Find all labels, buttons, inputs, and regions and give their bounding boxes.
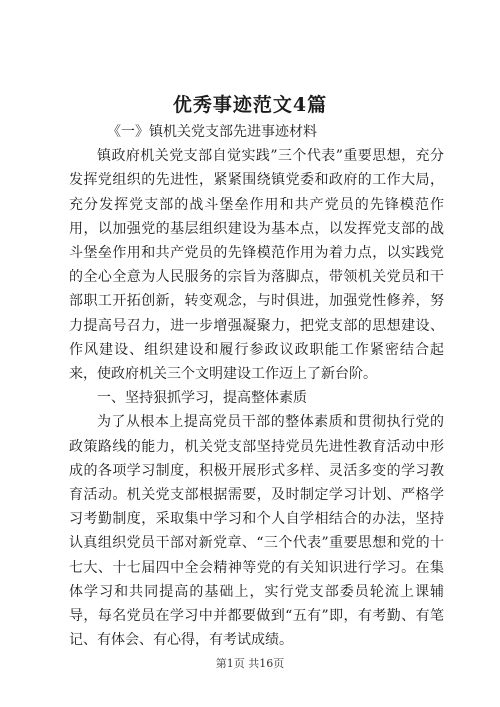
section-heading: 一、坚持狠抓学习，提高整体素质 — [97, 390, 307, 407]
document-body — [69, 120, 444, 652]
page-footer: 第1页 共16页 — [215, 657, 285, 670]
document-title: 优秀事迹范文4篇 — [172, 94, 328, 116]
paragraph-intro: 镇政府机关党支部自觉实践”三个代表”重要思想，充分发挥党组织的先进性，紧紧围绕镇党委和政府的工作大局，充分发挥党支部的战斗堡垒作用和共产党员的先锋模范作用，以加强党的基层组织建设为基本点，以发挥党支部的战斗堡垒作用和共产党员的先锋模范作用为着力点，以实践党的全心全意为人民服务的宗旨为落脚点，带领机关党员和干部职工开拓创新，转变观念，与时俱进，加强党性修养，努力提高号召力，进一步增强凝聚力，把党支部的思想建设、作风建设、组织建设和履行参政议政职能工作紧密结合起来，使政府机关三个文明建设工作迈上了新台阶。 — [69, 148, 444, 383]
document-subtitle: 《一》镇机关党支部先进事迹材料 — [107, 124, 317, 140]
paragraph-study: 为了从根本上提高党员干部的整体素质和贯彻执行党的政策路线的能力，机关党支部坚持党员先进性教育活动中形成的各项学习制度，积极开展形式多样、灵活多变的学习教育活动。机关党支部根据需要，及时制定学习计划、严格学习考勤制度，采取集中学习和个人自学相结合的办法，坚持认真组织党员干部对新党章、“三个代表”重要思想和党的十七大、十七届四中全会精神等党的有关知识进行学习。在集体学习和共同提高的基础上，实行党支部委员轮流上课辅导，每名党员在学习中并都要做到“五有”即，有考勤、有笔记、有体会、有心得，有考试成绩。 — [69, 414, 444, 649]
